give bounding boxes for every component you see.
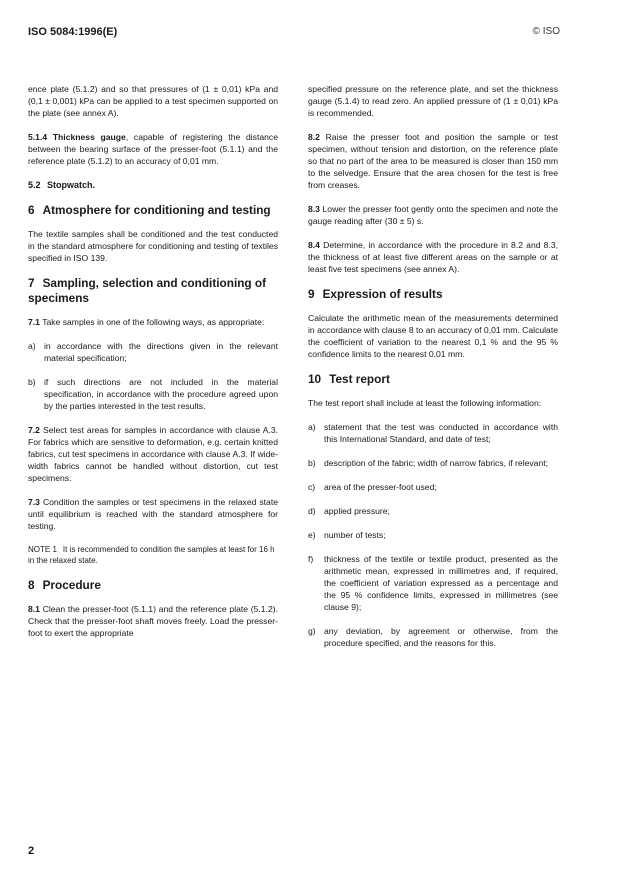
section-title: Atmosphere for conditioning and testing xyxy=(42,203,271,217)
list-marker: a) xyxy=(308,422,316,432)
list-text: in accordance with the directions given in the relevant material specification; xyxy=(44,341,278,363)
clause-number: 7.3 xyxy=(28,497,40,507)
section-title: Procedure xyxy=(42,578,101,592)
clause-title: Stopwatch. xyxy=(47,180,96,190)
list-item xyxy=(308,421,558,445)
list-item xyxy=(28,340,278,364)
clause-8-4 xyxy=(308,239,558,275)
clause-number: 8.1 xyxy=(28,604,40,614)
list-text: applied pressure; xyxy=(324,506,390,516)
heading-section-10 xyxy=(308,372,558,387)
clause-text: Take samples in one of the following ways, as appropriate: xyxy=(42,317,265,327)
list-10 xyxy=(308,421,558,649)
list-marker: f) xyxy=(308,554,314,564)
list-item xyxy=(308,553,558,613)
section-number: 7 xyxy=(28,276,35,290)
list-item xyxy=(308,505,558,517)
clause-text: Clean the presser-foot (5.1.1) and the reference plate (5.1.2). Check that the presser-foot shaft moves freely. Load the presser-foot to exert the appropriate xyxy=(28,604,279,638)
clause-title: Thickness gauge xyxy=(52,132,126,142)
clause-text: Determine, in accordance with the procedure in 8.2 and 8.3, the thickness of at least five different areas on the sample or at least five test specimens (see annex A). xyxy=(308,240,558,274)
note-label: NOTE 1 xyxy=(28,545,57,554)
clause-8-3 xyxy=(308,203,558,227)
list-text: number of tests; xyxy=(324,530,386,540)
list-text: any deviation, by agreement or otherwise, from the procedure specified, and the reasons for this. xyxy=(324,626,558,648)
heading-section-9 xyxy=(308,287,558,302)
clause-8-2 xyxy=(308,131,558,191)
section-number: 9 xyxy=(308,287,315,301)
list-text: if such directions are not included in the material specification, in accordance with the procedure agreed upon by the parties interested in the test results. xyxy=(44,377,278,411)
list-marker: e) xyxy=(308,530,316,540)
clause-text: Condition the samples or test specimens in the relaxed state until equilibrium is reached with the standard atmosphere for testing. xyxy=(28,497,279,531)
list-marker: b) xyxy=(28,377,36,387)
clause-number: 8.2 xyxy=(308,132,320,142)
clause-text: Raise the presser foot and position the sample or test specimen, without tension and distortion, on the reference plate so that no part of the area to be measured is closer than 150 mm to the selvedge. Ensure that the area chosen for the test is free from creases. xyxy=(308,132,559,190)
section-number: 10 xyxy=(308,372,322,386)
paragraph-continued: specified pressure on the reference plate, and set the thickness gauge (5.1.4) to read zero. An applied pressure of (1 ± 0,01) kPa is recommended. xyxy=(308,84,558,118)
list-item xyxy=(308,457,558,469)
section-title: Sampling, selection and conditioning of specimens xyxy=(28,276,267,305)
clause-5-2 xyxy=(28,179,278,191)
list-text: description of the fabric; width of narrow fabrics, if relevant; xyxy=(324,458,549,468)
list-item xyxy=(28,376,278,412)
list-marker: g) xyxy=(308,626,316,636)
header-copyright: © ISO xyxy=(532,26,560,37)
list-marker: d) xyxy=(308,506,316,516)
paragraph-intro: ence plate (5.1.2) and so that pressures of (1 ± 0,01) kPa and (0,1 ± 0,001) kPa can be applied to a test specimen supported on the plate (see annex A). xyxy=(28,84,278,118)
heading-section-8 xyxy=(28,578,278,593)
list-7-1 xyxy=(28,340,278,412)
list-text: statement that the test was conducted in accordance with this International Standard, and date of test; xyxy=(324,422,558,444)
left-column xyxy=(28,83,278,651)
clause-5-1-4 xyxy=(28,131,278,167)
clause-7-1 xyxy=(28,316,278,328)
list-item xyxy=(308,481,558,493)
section-number: 8 xyxy=(28,578,35,592)
heading-section-6 xyxy=(28,203,278,218)
paragraph-section-10: The test report shall include at least the following information: xyxy=(308,398,542,408)
section-title: Expression of results xyxy=(322,287,443,301)
clause-8-1 xyxy=(28,603,278,639)
page-number: 2 xyxy=(28,845,35,857)
clause-number: 5.1.4 xyxy=(28,132,48,142)
heading-section-7 xyxy=(28,276,278,306)
paragraph-section-6: The textile samples shall be conditioned and the test conducted in the standard atmosphere for conditioning and testing of textiles specified in ISO 139. xyxy=(28,229,278,263)
clause-text: Lower the presser foot gently onto the specimen and note the gauge reading after (30 ± 5) s. xyxy=(308,204,558,226)
header-standard-id: ISO 5084:1996(E) xyxy=(28,26,118,38)
clause-number: 8.4 xyxy=(308,240,320,250)
clause-text: Select test areas for samples in accordance with clause A.3. For fabrics which are sensitive to deformation, e.g. certain knitted fabrics, cut test specimens in accordance with clause A.3. If wide-width fabrics cannot be handled without distortion, cut test specimens. xyxy=(28,425,278,483)
note-text: It is recommended to condition the samples at least for 16 h in the relaxed state. xyxy=(28,545,275,565)
list-text: area of the presser-foot used; xyxy=(324,482,437,492)
list-marker: c) xyxy=(308,482,316,492)
clause-7-2 xyxy=(28,424,278,484)
paragraph-section-9: Calculate the arithmetic mean of the measurements determined in accordance with clause 8 to an accuracy of 0,01 mm. Calculate the coefficient of variation to the nearest 0,1 % and the 95 % confidence limits to the nearest 0,01 mm. xyxy=(308,313,558,359)
clause-number: 8.3 xyxy=(308,204,320,214)
list-marker: a) xyxy=(28,341,36,351)
list-text: thickness of the textile or textile product, presented as the arithmetic mean, expressed in millimetres and, if required, the coefficient of variation expressed as a percentage and the 95 % confidence limits, expressed in millimetres (see clause 9); xyxy=(324,554,558,612)
clause-text: , capable of registering the distance between the bearing surface of the presser-foot (5.1.1) and the reference plate (5.1.2) to an accuracy of 0,01 mm. xyxy=(28,132,278,166)
clause-7-3 xyxy=(28,496,278,532)
clause-number: 7.1 xyxy=(28,317,40,327)
section-number: 6 xyxy=(28,203,35,217)
list-marker: b) xyxy=(308,458,316,468)
list-item xyxy=(308,529,558,541)
note-1 xyxy=(28,544,278,566)
right-column xyxy=(308,83,558,661)
clause-number: 5.2 xyxy=(28,180,41,190)
section-title: Test report xyxy=(329,372,390,386)
list-item xyxy=(308,625,558,649)
clause-number: 7.2 xyxy=(28,425,40,435)
